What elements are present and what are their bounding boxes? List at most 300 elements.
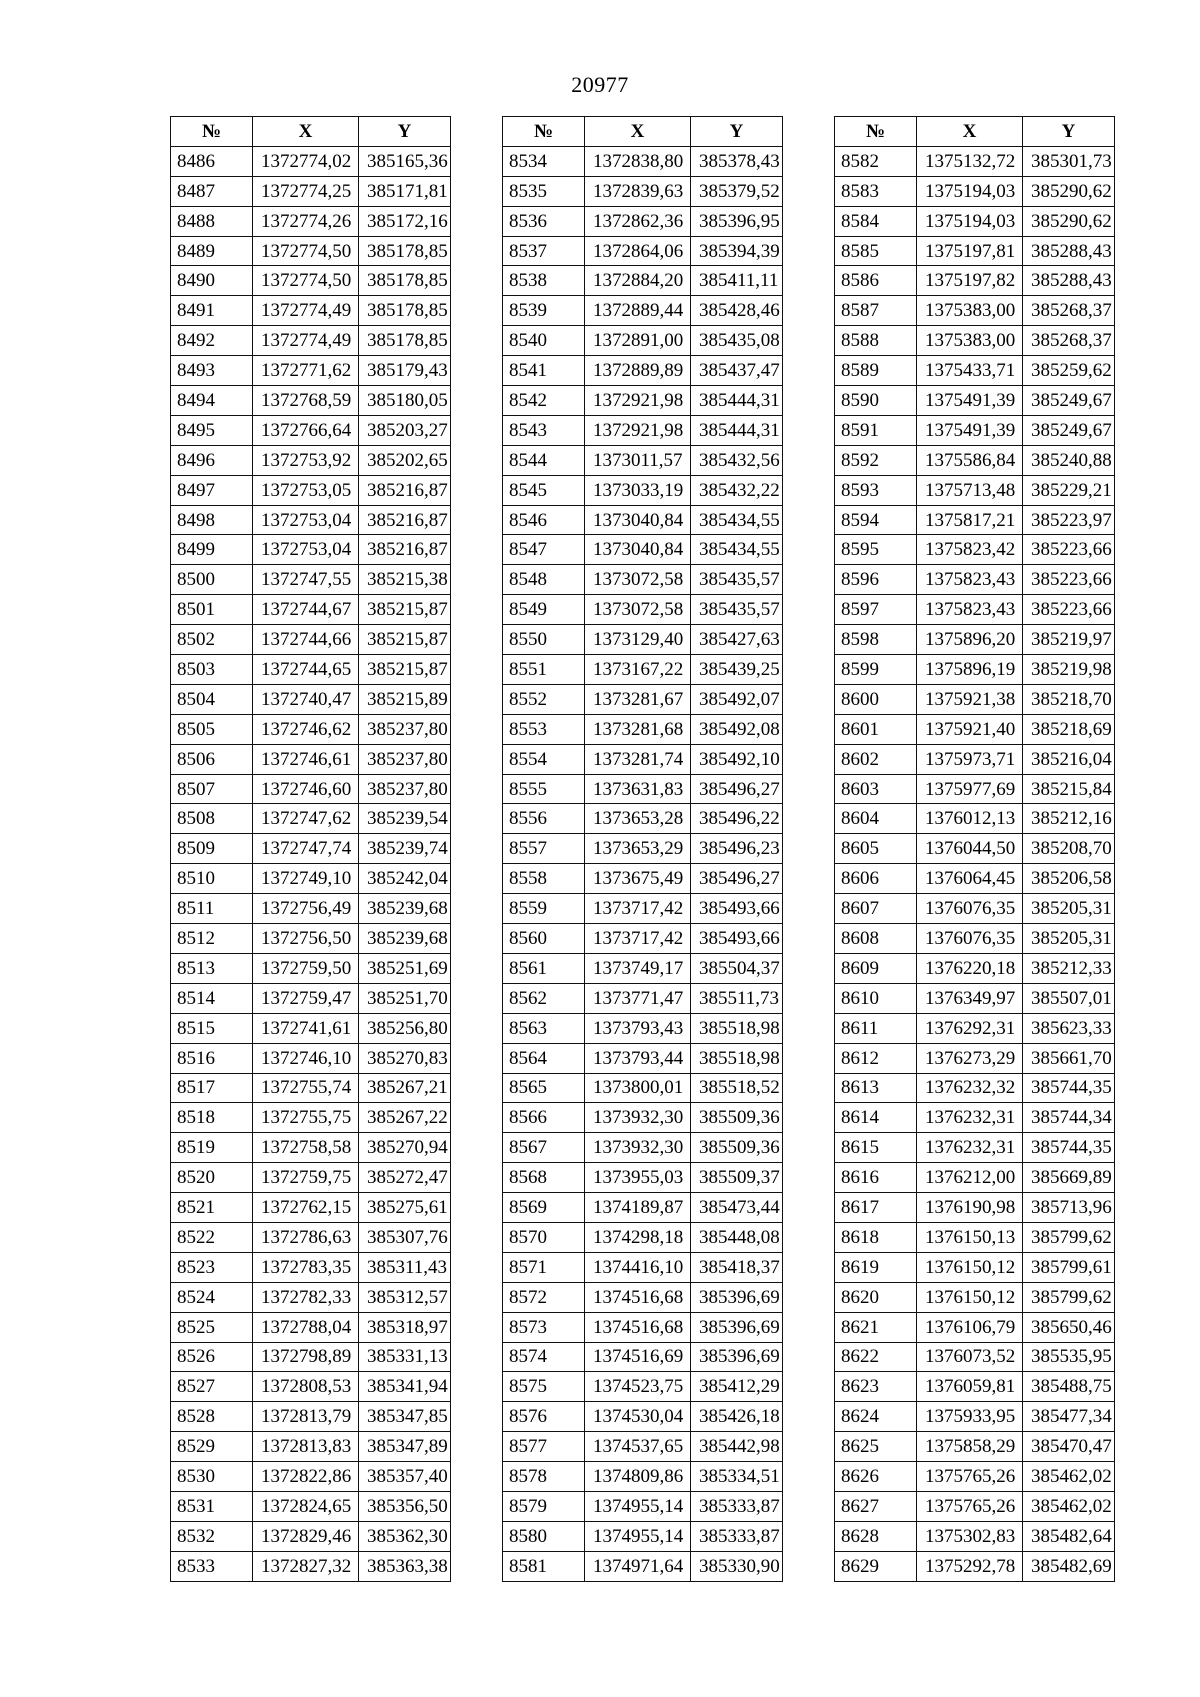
x-coordinate-cell: 1372746,62 xyxy=(253,714,359,744)
point-number-cell: 8569 xyxy=(503,1193,585,1223)
y-coordinate-cell: 385462,02 xyxy=(1023,1462,1115,1492)
y-coordinate-cell: 385216,87 xyxy=(359,505,451,535)
point-number-cell: 8547 xyxy=(503,535,585,565)
y-coordinate-cell: 385267,21 xyxy=(359,1073,451,1103)
point-number-cell: 8535 xyxy=(503,176,585,206)
y-coordinate-cell: 385396,69 xyxy=(691,1312,783,1342)
point-number-cell: 8549 xyxy=(503,595,585,625)
y-coordinate-cell: 385362,30 xyxy=(359,1521,451,1551)
coordinates-table-2 xyxy=(502,116,783,1582)
y-coordinate-cell: 385215,38 xyxy=(359,565,451,595)
x-coordinate-cell: 1372774,50 xyxy=(253,236,359,266)
x-coordinate-cell: 1372759,50 xyxy=(253,953,359,983)
y-coordinate-cell: 385267,22 xyxy=(359,1103,451,1133)
x-coordinate-cell: 1375896,19 xyxy=(917,655,1023,685)
table-header-row xyxy=(835,117,1115,147)
point-number-cell: 8507 xyxy=(171,774,253,804)
point-number-cell: 8608 xyxy=(835,924,917,954)
point-number-cell: 8515 xyxy=(171,1013,253,1043)
x-coordinate-cell: 1376064,45 xyxy=(917,864,1023,894)
x-coordinate-cell: 1376232,31 xyxy=(917,1103,1023,1133)
x-coordinate-cell: 1372768,59 xyxy=(253,386,359,416)
x-coordinate-cell: 1375823,42 xyxy=(917,535,1023,565)
table-row xyxy=(503,356,783,386)
table-row xyxy=(171,953,451,983)
table-row xyxy=(835,864,1115,894)
x-coordinate-cell: 1372827,32 xyxy=(253,1551,359,1581)
x-coordinate-cell: 1375491,39 xyxy=(917,415,1023,445)
x-coordinate-cell: 1372838,80 xyxy=(585,146,691,176)
x-coordinate-cell: 1375823,43 xyxy=(917,565,1023,595)
x-coordinate-cell: 1373129,40 xyxy=(585,625,691,655)
table-row xyxy=(171,535,451,565)
table-row xyxy=(503,415,783,445)
y-coordinate-cell: 385239,74 xyxy=(359,834,451,864)
point-number-cell: 8579 xyxy=(503,1491,585,1521)
x-coordinate-cell: 1373653,28 xyxy=(585,804,691,834)
y-coordinate-cell: 385223,66 xyxy=(1023,565,1115,595)
x-coordinate-cell: 1372798,89 xyxy=(253,1342,359,1372)
x-coordinate-cell: 1373955,03 xyxy=(585,1163,691,1193)
point-number-cell: 8496 xyxy=(171,445,253,475)
table-row xyxy=(503,1342,783,1372)
point-number-cell: 8486 xyxy=(171,146,253,176)
table-row xyxy=(835,236,1115,266)
x-coordinate-cell: 1372747,55 xyxy=(253,565,359,595)
point-number-cell: 8611 xyxy=(835,1013,917,1043)
point-number-cell: 8519 xyxy=(171,1133,253,1163)
table-row xyxy=(171,1103,451,1133)
point-number-cell: 8524 xyxy=(171,1282,253,1312)
table-row xyxy=(503,326,783,356)
y-coordinate-cell: 385216,04 xyxy=(1023,744,1115,774)
table-row xyxy=(171,894,451,924)
point-number-cell: 8508 xyxy=(171,804,253,834)
table-row xyxy=(171,1043,451,1073)
x-coordinate-cell: 1376273,29 xyxy=(917,1043,1023,1073)
x-coordinate-cell: 1372744,67 xyxy=(253,595,359,625)
y-coordinate-cell: 385178,85 xyxy=(359,236,451,266)
point-number-cell: 8609 xyxy=(835,953,917,983)
table-row xyxy=(171,1133,451,1163)
x-coordinate-cell: 1372759,47 xyxy=(253,983,359,1013)
x-coordinate-cell: 1375197,81 xyxy=(917,236,1023,266)
y-coordinate-cell: 385713,96 xyxy=(1023,1193,1115,1223)
y-coordinate-cell: 385290,62 xyxy=(1023,206,1115,236)
x-coordinate-cell: 1372824,65 xyxy=(253,1491,359,1521)
y-coordinate-cell: 385509,36 xyxy=(691,1103,783,1133)
table-row xyxy=(835,1043,1115,1073)
point-number-cell: 8573 xyxy=(503,1312,585,1342)
point-number-cell: 8523 xyxy=(171,1252,253,1282)
y-coordinate-cell: 385744,34 xyxy=(1023,1103,1115,1133)
table-row xyxy=(835,774,1115,804)
point-number-cell: 8495 xyxy=(171,415,253,445)
table-row xyxy=(835,356,1115,386)
y-coordinate-cell: 385507,01 xyxy=(1023,983,1115,1013)
point-number-cell: 8518 xyxy=(171,1103,253,1133)
y-coordinate-cell: 385799,62 xyxy=(1023,1222,1115,1252)
x-coordinate-cell: 1375433,71 xyxy=(917,356,1023,386)
table-row xyxy=(835,565,1115,595)
y-coordinate-cell: 385237,80 xyxy=(359,774,451,804)
y-coordinate-cell: 385288,43 xyxy=(1023,266,1115,296)
point-number-cell: 8532 xyxy=(171,1521,253,1551)
table-row xyxy=(835,1342,1115,1372)
point-number-cell: 8525 xyxy=(171,1312,253,1342)
y-coordinate-cell: 385268,37 xyxy=(1023,326,1115,356)
y-coordinate-cell: 385496,27 xyxy=(691,864,783,894)
x-coordinate-cell: 1375765,26 xyxy=(917,1491,1023,1521)
x-coordinate-cell: 1376232,32 xyxy=(917,1073,1023,1103)
y-coordinate-cell: 385799,61 xyxy=(1023,1252,1115,1282)
y-coordinate-cell: 385206,58 xyxy=(1023,864,1115,894)
x-coordinate-cell: 1372774,49 xyxy=(253,296,359,326)
table-row xyxy=(171,1402,451,1432)
header-x: X xyxy=(253,117,359,147)
point-number-cell: 8604 xyxy=(835,804,917,834)
x-coordinate-cell: 1376150,12 xyxy=(917,1282,1023,1312)
y-coordinate-cell: 385249,67 xyxy=(1023,386,1115,416)
x-coordinate-cell: 1373771,47 xyxy=(585,983,691,1013)
point-number-cell: 8487 xyxy=(171,176,253,206)
y-coordinate-cell: 385799,62 xyxy=(1023,1282,1115,1312)
table-row xyxy=(171,206,451,236)
header-x: X xyxy=(585,117,691,147)
x-coordinate-cell: 1374523,75 xyxy=(585,1372,691,1402)
x-coordinate-cell: 1375194,03 xyxy=(917,176,1023,206)
table-row xyxy=(835,475,1115,505)
x-coordinate-cell: 1374955,14 xyxy=(585,1491,691,1521)
y-coordinate-cell: 385179,43 xyxy=(359,356,451,386)
table-row xyxy=(171,1462,451,1492)
x-coordinate-cell: 1376073,52 xyxy=(917,1342,1023,1372)
point-number-cell: 8543 xyxy=(503,415,585,445)
x-coordinate-cell: 1372749,10 xyxy=(253,864,359,894)
point-number-cell: 8541 xyxy=(503,356,585,386)
point-number-cell: 8572 xyxy=(503,1282,585,1312)
table-row xyxy=(835,1432,1115,1462)
x-coordinate-cell: 1373717,42 xyxy=(585,894,691,924)
point-number-cell: 8628 xyxy=(835,1521,917,1551)
point-number-cell: 8584 xyxy=(835,206,917,236)
x-coordinate-cell: 1372862,36 xyxy=(585,206,691,236)
x-coordinate-cell: 1376150,12 xyxy=(917,1252,1023,1282)
y-coordinate-cell: 385272,47 xyxy=(359,1163,451,1193)
table-row xyxy=(835,176,1115,206)
point-number-cell: 8623 xyxy=(835,1372,917,1402)
point-number-cell: 8581 xyxy=(503,1551,585,1581)
header-number: № xyxy=(503,117,585,147)
x-coordinate-cell: 1373281,68 xyxy=(585,714,691,744)
y-coordinate-cell: 385378,43 xyxy=(691,146,783,176)
y-coordinate-cell: 385379,52 xyxy=(691,176,783,206)
y-coordinate-cell: 385396,69 xyxy=(691,1282,783,1312)
y-coordinate-cell: 385427,63 xyxy=(691,625,783,655)
point-number-cell: 8566 xyxy=(503,1103,585,1133)
table-row xyxy=(503,146,783,176)
x-coordinate-cell: 1373932,30 xyxy=(585,1133,691,1163)
y-coordinate-cell: 385437,47 xyxy=(691,356,783,386)
table-row xyxy=(171,804,451,834)
table-row xyxy=(503,595,783,625)
table-row xyxy=(835,924,1115,954)
x-coordinate-cell: 1376150,13 xyxy=(917,1222,1023,1252)
y-coordinate-cell: 385318,97 xyxy=(359,1312,451,1342)
y-coordinate-cell: 385496,27 xyxy=(691,774,783,804)
x-coordinate-cell: 1375383,00 xyxy=(917,326,1023,356)
point-number-cell: 8534 xyxy=(503,146,585,176)
point-number-cell: 8607 xyxy=(835,894,917,924)
point-number-cell: 8494 xyxy=(171,386,253,416)
point-number-cell: 8596 xyxy=(835,565,917,595)
y-coordinate-cell: 385172,16 xyxy=(359,206,451,236)
y-coordinate-cell: 385448,08 xyxy=(691,1222,783,1252)
y-coordinate-cell: 385535,95 xyxy=(1023,1342,1115,1372)
x-coordinate-cell: 1372744,65 xyxy=(253,655,359,685)
point-number-cell: 8546 xyxy=(503,505,585,535)
table-row xyxy=(835,804,1115,834)
point-number-cell: 8562 xyxy=(503,983,585,1013)
y-coordinate-cell: 385208,70 xyxy=(1023,834,1115,864)
x-coordinate-cell: 1374298,18 xyxy=(585,1222,691,1252)
y-coordinate-cell: 385290,62 xyxy=(1023,176,1115,206)
y-coordinate-cell: 385435,08 xyxy=(691,326,783,356)
point-number-cell: 8563 xyxy=(503,1013,585,1043)
table-header-row xyxy=(503,117,783,147)
point-number-cell: 8506 xyxy=(171,744,253,774)
point-number-cell: 8594 xyxy=(835,505,917,535)
y-coordinate-cell: 385215,87 xyxy=(359,625,451,655)
y-coordinate-cell: 385270,83 xyxy=(359,1043,451,1073)
y-coordinate-cell: 385518,98 xyxy=(691,1043,783,1073)
point-number-cell: 8557 xyxy=(503,834,585,864)
x-coordinate-cell: 1376232,31 xyxy=(917,1133,1023,1163)
y-coordinate-cell: 385216,87 xyxy=(359,475,451,505)
y-coordinate-cell: 385442,98 xyxy=(691,1432,783,1462)
point-number-cell: 8550 xyxy=(503,625,585,655)
y-coordinate-cell: 385203,27 xyxy=(359,415,451,445)
x-coordinate-cell: 1375194,03 xyxy=(917,206,1023,236)
x-coordinate-cell: 1373167,22 xyxy=(585,655,691,685)
y-coordinate-cell: 385212,16 xyxy=(1023,804,1115,834)
table-row xyxy=(835,1521,1115,1551)
page-number: 20977 xyxy=(571,72,629,97)
y-coordinate-cell: 385434,55 xyxy=(691,535,783,565)
y-coordinate-cell: 385496,23 xyxy=(691,834,783,864)
table-row xyxy=(503,266,783,296)
y-coordinate-cell: 385259,62 xyxy=(1023,356,1115,386)
y-coordinate-cell: 385218,69 xyxy=(1023,714,1115,744)
x-coordinate-cell: 1375383,00 xyxy=(917,296,1023,326)
y-coordinate-cell: 385470,47 xyxy=(1023,1432,1115,1462)
header-y: Y xyxy=(359,117,451,147)
y-coordinate-cell: 385205,31 xyxy=(1023,924,1115,954)
x-coordinate-cell: 1372864,06 xyxy=(585,236,691,266)
point-number-cell: 8616 xyxy=(835,1163,917,1193)
x-coordinate-cell: 1372808,53 xyxy=(253,1372,359,1402)
x-coordinate-cell: 1372782,33 xyxy=(253,1282,359,1312)
y-coordinate-cell: 385418,37 xyxy=(691,1252,783,1282)
table-row xyxy=(835,1013,1115,1043)
table-row xyxy=(503,475,783,505)
x-coordinate-cell: 1372891,00 xyxy=(585,326,691,356)
table-row xyxy=(171,1342,451,1372)
table-row xyxy=(171,1252,451,1282)
table-row xyxy=(835,1551,1115,1581)
x-coordinate-cell: 1375817,21 xyxy=(917,505,1023,535)
x-coordinate-cell: 1372822,86 xyxy=(253,1462,359,1492)
x-coordinate-cell: 1372813,79 xyxy=(253,1402,359,1432)
point-number-cell: 8610 xyxy=(835,983,917,1013)
table-row xyxy=(503,894,783,924)
y-coordinate-cell: 385331,13 xyxy=(359,1342,451,1372)
y-coordinate-cell: 385518,98 xyxy=(691,1013,783,1043)
table-row xyxy=(503,655,783,685)
table-header-row xyxy=(171,117,451,147)
y-coordinate-cell: 385251,70 xyxy=(359,983,451,1013)
point-number-cell: 8513 xyxy=(171,953,253,983)
x-coordinate-cell: 1376076,35 xyxy=(917,894,1023,924)
x-coordinate-cell: 1374537,65 xyxy=(585,1432,691,1462)
table-row xyxy=(835,1133,1115,1163)
table-row xyxy=(171,744,451,774)
y-coordinate-cell: 385428,46 xyxy=(691,296,783,326)
x-coordinate-cell: 1373793,43 xyxy=(585,1013,691,1043)
y-coordinate-cell: 385493,66 xyxy=(691,894,783,924)
point-number-cell: 8592 xyxy=(835,445,917,475)
table-row xyxy=(835,714,1115,744)
y-coordinate-cell: 385492,07 xyxy=(691,684,783,714)
point-number-cell: 8514 xyxy=(171,983,253,1013)
y-coordinate-cell: 385242,04 xyxy=(359,864,451,894)
table-row xyxy=(171,1073,451,1103)
x-coordinate-cell: 1372889,44 xyxy=(585,296,691,326)
y-coordinate-cell: 385396,95 xyxy=(691,206,783,236)
point-number-cell: 8585 xyxy=(835,236,917,266)
point-number-cell: 8537 xyxy=(503,236,585,266)
y-coordinate-cell: 385462,02 xyxy=(1023,1491,1115,1521)
table-row xyxy=(171,1312,451,1342)
point-number-cell: 8489 xyxy=(171,236,253,266)
y-coordinate-cell: 385411,11 xyxy=(691,266,783,296)
point-number-cell: 8618 xyxy=(835,1222,917,1252)
point-number-cell: 8539 xyxy=(503,296,585,326)
table-row xyxy=(503,1073,783,1103)
point-number-cell: 8589 xyxy=(835,356,917,386)
point-number-cell: 8556 xyxy=(503,804,585,834)
x-coordinate-cell: 1376190,98 xyxy=(917,1193,1023,1223)
x-coordinate-cell: 1372774,50 xyxy=(253,266,359,296)
table-row xyxy=(171,146,451,176)
y-coordinate-cell: 385334,51 xyxy=(691,1462,783,1492)
table-row xyxy=(171,505,451,535)
table-row xyxy=(835,386,1115,416)
y-coordinate-cell: 385178,85 xyxy=(359,266,451,296)
x-coordinate-cell: 1375586,84 xyxy=(917,445,1023,475)
table-row xyxy=(503,565,783,595)
table-row xyxy=(171,386,451,416)
x-coordinate-cell: 1372755,74 xyxy=(253,1073,359,1103)
y-coordinate-cell: 385215,87 xyxy=(359,595,451,625)
table-row xyxy=(171,176,451,206)
table-row xyxy=(835,326,1115,356)
y-coordinate-cell: 385215,89 xyxy=(359,684,451,714)
x-coordinate-cell: 1374516,68 xyxy=(585,1282,691,1312)
x-coordinate-cell: 1375292,78 xyxy=(917,1551,1023,1581)
y-coordinate-cell: 385488,75 xyxy=(1023,1372,1115,1402)
y-coordinate-cell: 385439,25 xyxy=(691,655,783,685)
y-coordinate-cell: 385426,18 xyxy=(691,1402,783,1432)
table-row xyxy=(171,445,451,475)
x-coordinate-cell: 1375132,72 xyxy=(917,146,1023,176)
table-row xyxy=(835,655,1115,685)
y-coordinate-cell: 385396,69 xyxy=(691,1342,783,1372)
table-row xyxy=(171,983,451,1013)
point-number-cell: 8575 xyxy=(503,1372,585,1402)
table-row xyxy=(171,565,451,595)
table-row xyxy=(503,1252,783,1282)
x-coordinate-cell: 1372766,64 xyxy=(253,415,359,445)
point-number-cell: 8552 xyxy=(503,684,585,714)
x-coordinate-cell: 1372744,66 xyxy=(253,625,359,655)
table-row xyxy=(835,146,1115,176)
y-coordinate-cell: 385363,38 xyxy=(359,1551,451,1581)
y-coordinate-cell: 385270,94 xyxy=(359,1133,451,1163)
header-number: № xyxy=(835,117,917,147)
y-coordinate-cell: 385240,88 xyxy=(1023,445,1115,475)
table-row xyxy=(503,445,783,475)
point-number-cell: 8561 xyxy=(503,953,585,983)
table-row xyxy=(503,1222,783,1252)
x-coordinate-cell: 1375896,20 xyxy=(917,625,1023,655)
point-number-cell: 8606 xyxy=(835,864,917,894)
table-row xyxy=(503,1282,783,1312)
table-row xyxy=(171,296,451,326)
header-x: X xyxy=(917,117,1023,147)
table-row xyxy=(503,625,783,655)
y-coordinate-cell: 385178,85 xyxy=(359,326,451,356)
y-coordinate-cell: 385215,87 xyxy=(359,655,451,685)
y-coordinate-cell: 385239,68 xyxy=(359,924,451,954)
x-coordinate-cell: 1374530,04 xyxy=(585,1402,691,1432)
table-row xyxy=(171,864,451,894)
y-coordinate-cell: 385477,34 xyxy=(1023,1402,1115,1432)
x-coordinate-cell: 1372774,26 xyxy=(253,206,359,236)
y-coordinate-cell: 385650,46 xyxy=(1023,1312,1115,1342)
point-number-cell: 8580 xyxy=(503,1521,585,1551)
table-row xyxy=(503,834,783,864)
x-coordinate-cell: 1375765,26 xyxy=(917,1462,1023,1492)
x-coordinate-cell: 1372884,20 xyxy=(585,266,691,296)
table-row xyxy=(503,1103,783,1133)
y-coordinate-cell: 385435,57 xyxy=(691,595,783,625)
x-coordinate-cell: 1374516,69 xyxy=(585,1342,691,1372)
x-coordinate-cell: 1373040,84 xyxy=(585,535,691,565)
table-row xyxy=(503,924,783,954)
y-coordinate-cell: 385504,37 xyxy=(691,953,783,983)
table-row xyxy=(503,236,783,266)
table-row xyxy=(503,1133,783,1163)
point-number-cell: 8502 xyxy=(171,625,253,655)
table-row xyxy=(171,266,451,296)
y-coordinate-cell: 385307,76 xyxy=(359,1222,451,1252)
table-row xyxy=(835,684,1115,714)
point-number-cell: 8587 xyxy=(835,296,917,326)
x-coordinate-cell: 1372753,05 xyxy=(253,475,359,505)
table-row xyxy=(835,505,1115,535)
x-coordinate-cell: 1372747,74 xyxy=(253,834,359,864)
